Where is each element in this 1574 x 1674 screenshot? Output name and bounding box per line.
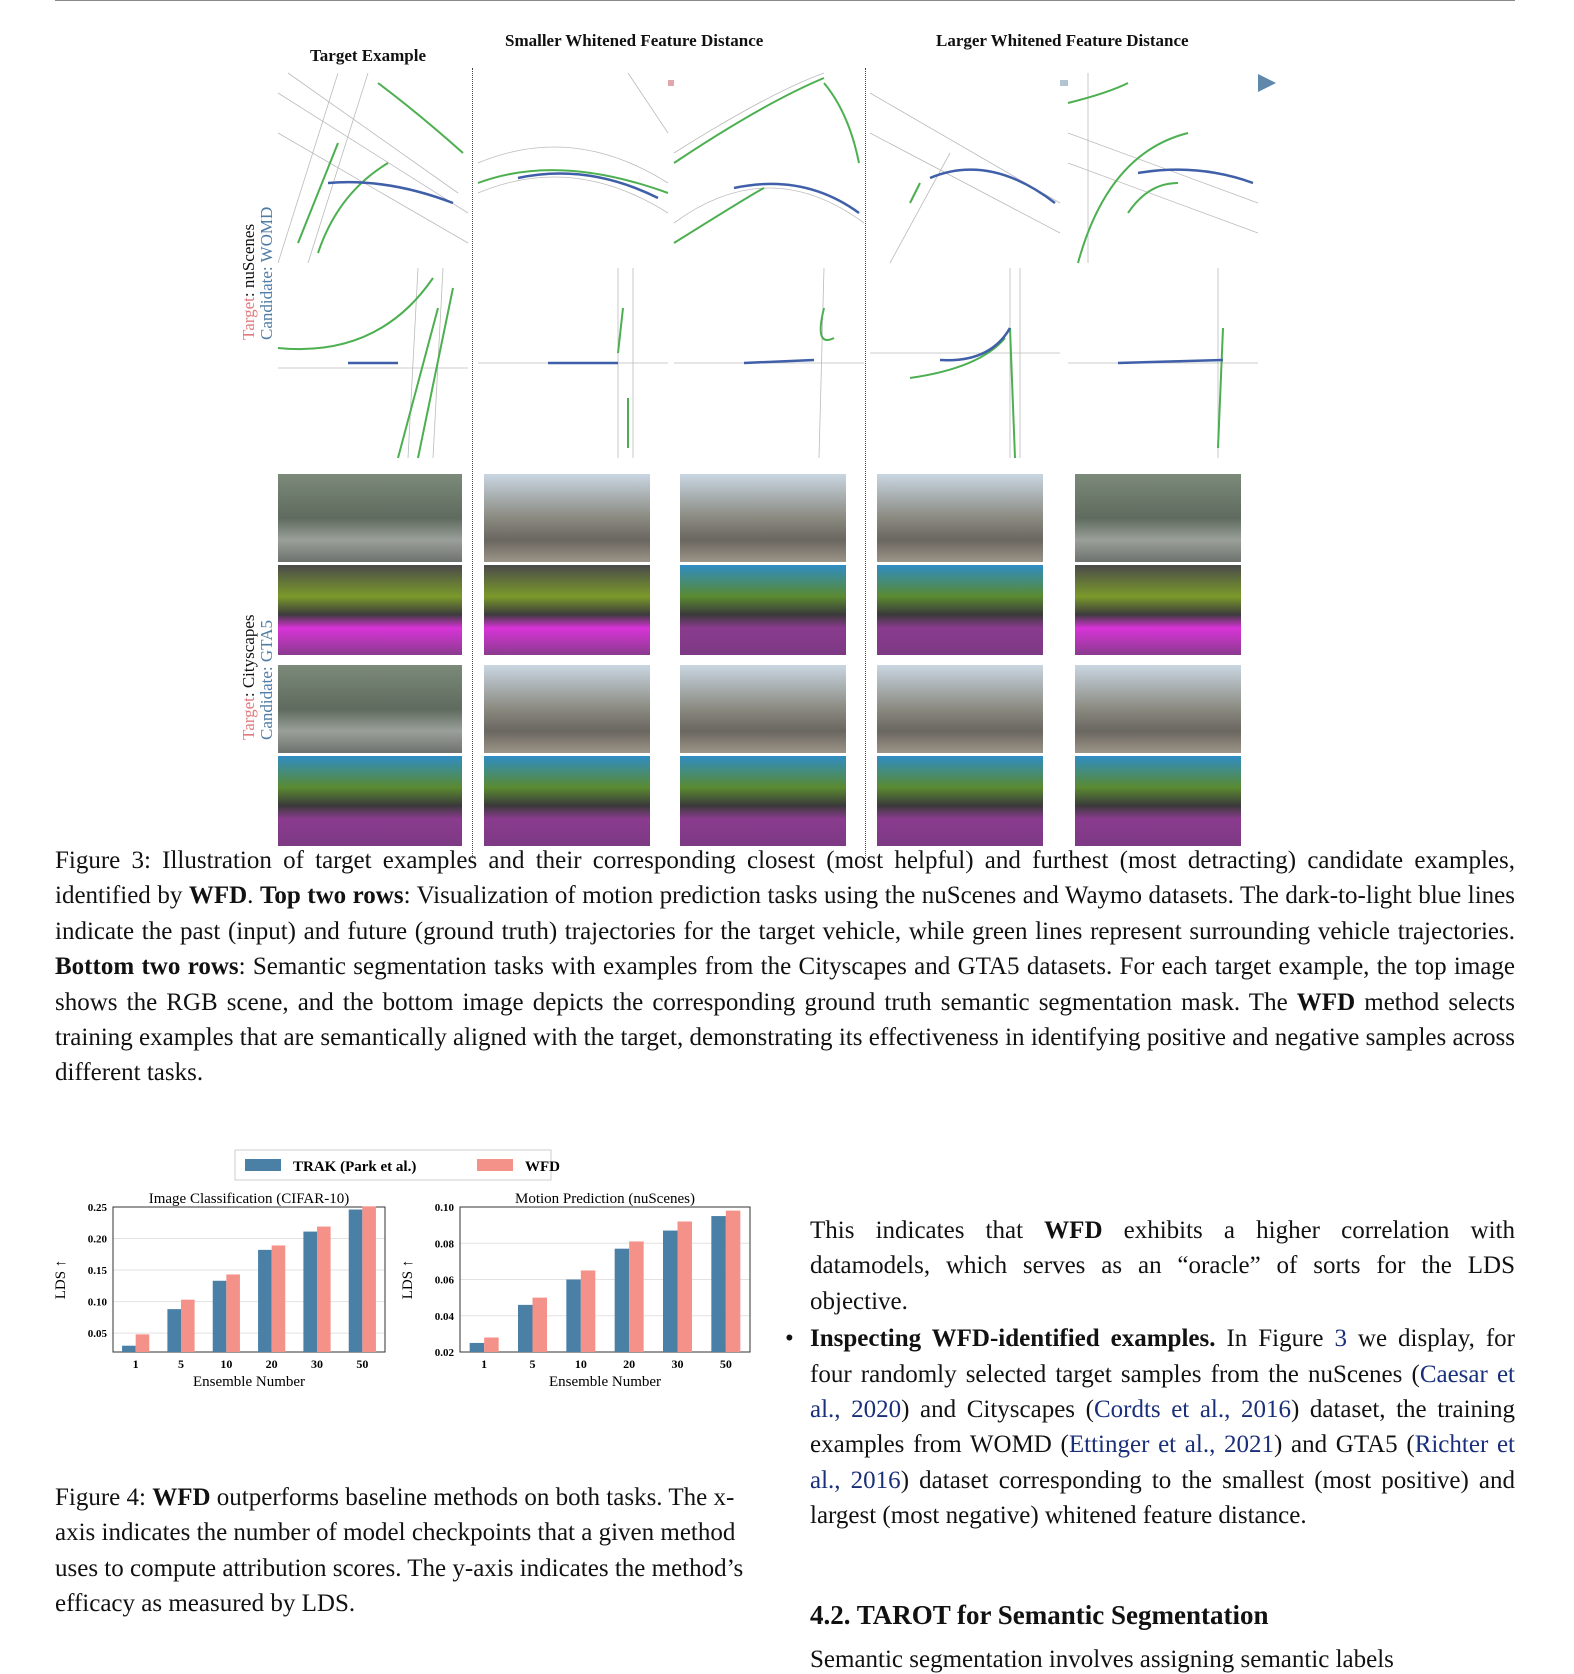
x-tick-label: 10 — [574, 1357, 587, 1371]
top-rule — [55, 0, 1515, 1]
caption-bold: Bottom two rows — [55, 953, 239, 981]
bullet-dot: • — [785, 1325, 794, 1353]
target-name: : nuScenes — [239, 223, 258, 298]
text: ) dataset corresponding to the smallest (most positive) and largest (most negative) whitened feature distance. — [810, 1466, 1516, 1530]
seg-mask — [484, 565, 650, 655]
map-panel — [674, 73, 864, 263]
x-axis-label: Ensemble Number — [192, 1374, 306, 1390]
map-panel — [674, 268, 864, 458]
bar-trak — [213, 1281, 227, 1352]
x-tick-label: 5 — [178, 1357, 184, 1371]
caption-text: . — [247, 882, 260, 910]
candidate-prefix: Candidate — [257, 671, 276, 740]
caption-wfd: WFD — [1296, 988, 1356, 1016]
y-tick-label: 0.06 — [434, 1274, 454, 1287]
caption-bold: Top two rows — [259, 882, 404, 910]
figure-ref-link[interactable]: 3 — [1334, 1325, 1347, 1353]
map-panel — [1068, 73, 1258, 263]
text: ) and Cityscapes ( — [901, 1396, 1094, 1424]
bar-wfd — [581, 1270, 596, 1352]
figure-3-caption — [55, 843, 1515, 1091]
chart-image-classification — [53, 1191, 385, 1390]
map-panel — [478, 73, 668, 263]
y-tick-label: 0.05 — [87, 1328, 107, 1341]
bar-wfd — [362, 1206, 376, 1352]
chart-title: Image Classification (CIFAR-10) — [148, 1191, 350, 1207]
candidate-name: : GTA5 — [257, 620, 276, 672]
rgb-image — [484, 474, 650, 562]
x-tick-label: 20 — [265, 1357, 278, 1371]
map-panel — [278, 73, 468, 263]
y-tick-label: 0.20 — [87, 1233, 107, 1246]
x-tick-label: 1 — [132, 1357, 139, 1371]
bar-wfd — [726, 1211, 741, 1352]
x-tick-label: 50 — [356, 1357, 369, 1371]
x-tick-label: 20 — [623, 1357, 636, 1371]
bar-trak — [303, 1232, 317, 1352]
rgb-image — [484, 665, 650, 753]
caption-text: method selects training examples that are semantically aligned with the target, demonstrating its effectiveness in identifying positive and negative samples across different tasks. — [55, 988, 1515, 1087]
map-panel — [478, 268, 668, 458]
bar-trak — [349, 1210, 363, 1352]
section-heading: 4.2. TAROT for Semantic Segmentation — [810, 1600, 1269, 1630]
rgb-image — [278, 474, 462, 562]
text: exhibits a higher correlation with datamodels, which serves as an “oracle” of sorts for the LDS objective. — [810, 1217, 1515, 1315]
text: ) and GTA5 ( — [1274, 1431, 1415, 1459]
seg-mask — [877, 756, 1043, 846]
bar-wfd — [533, 1298, 548, 1352]
separator-smaller-larger — [865, 68, 866, 858]
text: In Figure — [1215, 1325, 1335, 1353]
citation-link[interactable]: Cordts et al., 2016 — [1093, 1396, 1291, 1424]
caption-text: : Visualization of motion prediction tasks using the nuScenes and Waymo datasets. The dark-to-light blue lines indicate the past (input) and future (ground truth) trajectories for the target vehicle, while green lines represent surrounding vehicle trajectories. — [55, 882, 1516, 945]
legend-swatch-trak — [245, 1159, 281, 1171]
bar-trak — [615, 1249, 630, 1352]
map-panel — [870, 73, 1060, 263]
seg-mask — [877, 565, 1043, 655]
legend — [235, 1150, 560, 1180]
y-tick-label: 0.02 — [434, 1347, 454, 1359]
legend-label-trak: TRAK (Park et al.) — [293, 1159, 417, 1175]
bar-trak — [518, 1305, 533, 1352]
bar-wfd — [136, 1334, 150, 1352]
x-tick-label: 1 — [481, 1357, 488, 1371]
caption-wfd: WFD — [152, 1484, 211, 1511]
text: ) dataset, the training examples from WOMD ( — [810, 1396, 1515, 1459]
bullet-paragraph — [810, 1321, 1515, 1533]
x-tick-label: 30 — [311, 1357, 323, 1371]
bar-wfd — [678, 1222, 693, 1353]
x-tick-label: 50 — [719, 1357, 732, 1371]
caption-label: Figure 3: — [55, 847, 163, 874]
caption-text: Illustration of target examples and their corresponding closest (most helpful) and furthest (most detracting) candidate examples, identified by — [55, 847, 1515, 910]
bar-wfd — [317, 1227, 331, 1352]
rgb-image — [680, 474, 846, 562]
seg-mask — [278, 756, 462, 846]
row-label-segmentation — [240, 614, 276, 740]
bar-trak — [566, 1280, 581, 1353]
seg-mask — [1075, 565, 1241, 655]
figure-3 — [230, 28, 1330, 878]
target-prefix: Target — [239, 697, 258, 740]
x-tick-label: 10 — [220, 1357, 233, 1371]
bar-trak — [470, 1343, 485, 1352]
chart-title: Motion Prediction (nuScenes) — [515, 1191, 695, 1207]
citation-link[interactable]: Richter et al., 2016 — [810, 1431, 1515, 1494]
plot-frame — [113, 1207, 385, 1352]
caption-text: : Semantic segmentation tasks with examples from the Cityscapes and GTA5 datasets. For each target example, the top image shows the RGB scene, and the bottom image depicts the corresponding ground truth semantic segmentation mask. The — [55, 953, 1515, 1016]
bar-trak — [711, 1216, 726, 1352]
text: we display, for four randomly selected target samples from the nuScenes ( — [810, 1325, 1515, 1388]
map-panel — [278, 268, 468, 458]
legend-label-wfd: WFD — [525, 1159, 560, 1175]
bar-wfd — [226, 1274, 240, 1352]
x-axis-label: Ensemble Number — [548, 1374, 662, 1390]
bar-trak — [663, 1231, 678, 1352]
y-axis-label: LDS ↑ — [400, 1259, 416, 1300]
header-larger-distance: Larger Whitened Feature Distance — [936, 31, 1189, 50]
paragraph — [810, 1213, 1515, 1319]
x-tick-label: 30 — [671, 1357, 684, 1371]
y-tick-label: 0.08 — [434, 1238, 454, 1251]
y-tick-label: 0.04 — [434, 1310, 454, 1323]
caption-wfd: WFD — [188, 882, 248, 910]
map-panel — [870, 268, 1060, 458]
figure-4-caption — [55, 1480, 765, 1622]
seg-mask — [484, 756, 650, 846]
citation-link[interactable]: Ettinger et al., 2021 — [1068, 1431, 1275, 1459]
bar-wfd — [484, 1338, 499, 1353]
rgb-image — [278, 665, 462, 753]
y-tick-label: 0.15 — [87, 1265, 107, 1278]
x-tick-label: 5 — [529, 1357, 536, 1371]
target-prefix: Target — [239, 297, 258, 340]
y-tick-label: 0.10 — [87, 1296, 107, 1309]
seg-mask — [680, 756, 846, 846]
bar-trak — [258, 1250, 272, 1352]
row-label-motion — [240, 207, 276, 340]
y-tick-label: 0.25 — [87, 1202, 107, 1214]
rgb-image — [1075, 665, 1241, 753]
seg-mask — [278, 565, 462, 655]
header-target-example: Target Example — [310, 46, 427, 65]
map-panel — [1068, 268, 1258, 458]
seg-mask — [680, 565, 846, 655]
bar-wfd — [272, 1245, 286, 1352]
cutoff-text: Semantic segmentation involves assigning semantic labels — [810, 1646, 1394, 1673]
seg-mask — [1075, 756, 1241, 846]
right-column-text — [785, 1213, 1516, 1534]
text: This indicates that — [810, 1217, 1045, 1244]
candidate-prefix: Candidate — [257, 271, 276, 340]
caption-text: outperforms baseline methods on both tasks. The x-axis indicates the number of model checkpoints that a given method uses to compute attribution scores. The y-axis indicates the method’s efficacy as measured by LDS. — [55, 1484, 744, 1618]
citation-link[interactable]: Caesar et al., 2020 — [810, 1360, 1515, 1424]
candidate-name: : WOMD — [257, 206, 276, 272]
y-axis-label: LDS ↑ — [53, 1259, 69, 1300]
wfd-bold: WFD — [1044, 1217, 1103, 1244]
header-smaller-distance: Smaller Whitened Feature Distance — [505, 31, 764, 50]
figure-4-chart — [53, 1159, 765, 1465]
separator-target — [472, 68, 473, 858]
rgb-image — [877, 474, 1043, 562]
bar-trak — [167, 1309, 181, 1352]
caption-label: Figure 4: — [55, 1484, 153, 1511]
rgb-image — [877, 665, 1043, 753]
bar-wfd — [629, 1241, 644, 1352]
rgb-image — [1075, 474, 1241, 562]
bullet-heading: Inspecting WFD-identified examples. — [810, 1325, 1216, 1353]
bar-wfd — [181, 1300, 195, 1352]
bullet-item — [785, 1321, 1516, 1533]
y-tick-label: 0.10 — [434, 1202, 454, 1214]
target-name: : Cityscapes — [239, 614, 258, 698]
legend-swatch-wfd — [477, 1159, 513, 1171]
rgb-image — [680, 665, 846, 753]
bar-trak — [122, 1346, 136, 1352]
chart-motion-prediction — [400, 1191, 750, 1390]
